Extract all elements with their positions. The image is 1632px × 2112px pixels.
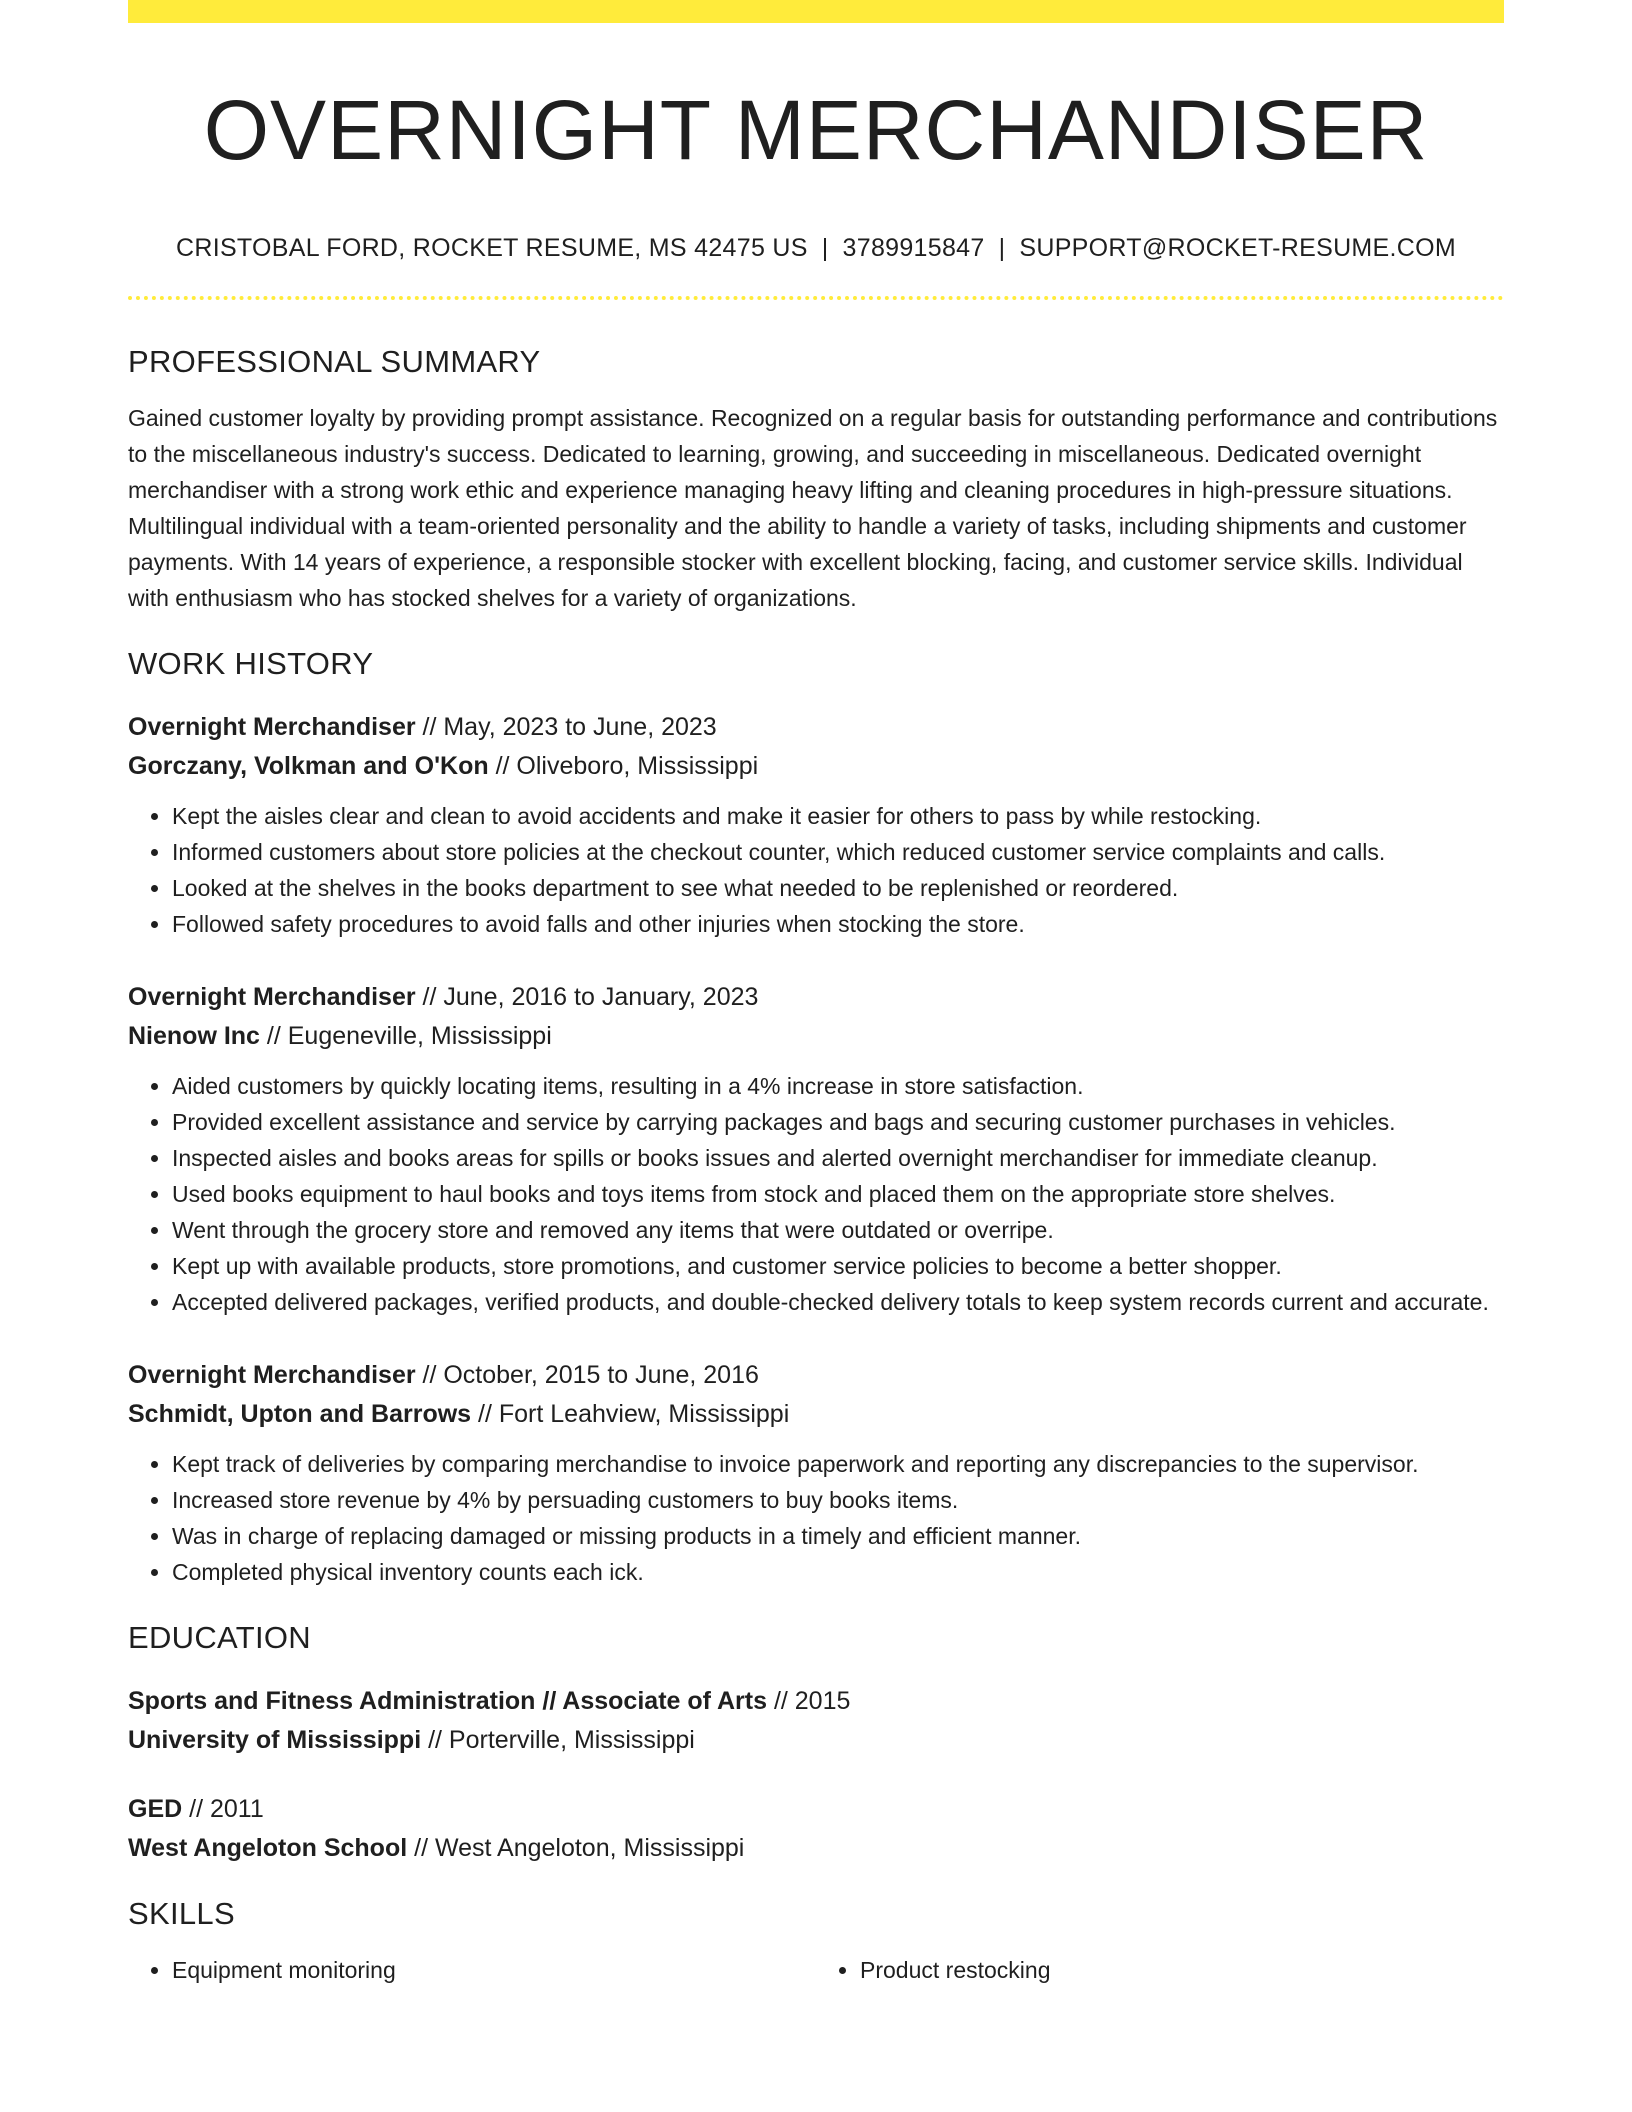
resume-page [128, 0, 1504, 1988]
job-role: Overnight Merchandiser [128, 713, 416, 741]
education-degree-line [128, 1790, 1504, 1829]
education-school-line [128, 1721, 1504, 1760]
education-entry [128, 1790, 1504, 1868]
job-bullets [128, 1446, 1504, 1590]
resume-name-title: OVERNIGHT MERCHANDISER [203, 83, 1429, 177]
job-company: Schmidt, Upton and Barrows [128, 1400, 472, 1428]
job-dates: // June, 2016 to January, 2023 [415, 983, 759, 1011]
job-company-line [128, 1017, 1504, 1056]
skill-item: • Product restocking [860, 1952, 1504, 1988]
job-entry [128, 978, 1504, 1320]
job-bullet: • Kept track of deliveries by comparing merchandise to invoice paperwork and reporting any discrepancies to the supervisor. [172, 1446, 1504, 1482]
job-company-line [128, 1395, 1504, 1434]
job-entry [128, 708, 1504, 942]
job-bullet: • Followed safety procedures to avoid falls and other injuries when stocking the store. [172, 906, 1504, 942]
job-title-line [128, 708, 1504, 747]
education-degree-line [128, 1682, 1504, 1721]
contact-address: CRISTOBAL FORD, ROCKET RESUME, MS 42475 US [175, 234, 808, 262]
job-company: Gorczany, Volkman and O'Kon [128, 752, 489, 780]
work-history-heading: WORK HISTORY [128, 646, 374, 681]
contact-email: SUPPORT@ROCKET-RESUME.COM [1019, 234, 1457, 262]
education-year: // 2015 [767, 1687, 851, 1715]
skills-list [128, 1952, 1504, 1988]
education-heading: EDUCATION [128, 1620, 311, 1655]
education-entry [128, 1682, 1504, 1760]
job-bullet: • Kept the aisles clear and clean to avoid accidents and make it easier for others to pass by while restocking. [172, 798, 1504, 834]
job-location: // Fort Leahview, Mississippi [471, 1400, 790, 1428]
job-bullet: • Aided customers by quickly locating items, resulting in a 4% increase in store satisfaction. [172, 1068, 1504, 1104]
education-location: // Porterville, Mississippi [421, 1726, 695, 1754]
education-degree: GED [128, 1795, 183, 1823]
job-company-line [128, 747, 1504, 786]
job-bullet: • Completed physical inventory counts each ick. [172, 1554, 1504, 1590]
dotted-divider [128, 296, 1504, 300]
job-role: Overnight Merchandiser [128, 983, 416, 1011]
job-bullets [128, 798, 1504, 942]
skills-column-right [816, 1952, 1504, 1988]
job-bullet: • Informed customers about store policies at the checkout counter, which reduced customer service complaints and calls. [172, 834, 1504, 870]
skills-column-left [128, 1952, 816, 1988]
job-dates: // October, 2015 to June, 2016 [415, 1361, 759, 1389]
job-bullet: • Inspected aisles and books areas for spills or books issues and alerted overnight merchandiser for immediate cleanup. [172, 1140, 1504, 1176]
contact-line [128, 232, 1504, 264]
contact-separator: | [998, 234, 1006, 262]
skills-heading: SKILLS [128, 1896, 235, 1931]
contact-separator: | [821, 234, 829, 262]
education-year: // 2011 [182, 1795, 264, 1823]
job-dates: // May, 2023 to June, 2023 [415, 713, 717, 741]
education-school: University of Mississippi [128, 1726, 422, 1754]
job-bullets [128, 1068, 1504, 1320]
job-bullet: • Kept up with available products, store promotions, and customer service policies to become a better shopper. [172, 1248, 1504, 1284]
education-school-line [128, 1829, 1504, 1868]
skill-item: • Equipment monitoring [172, 1952, 816, 1988]
job-bullet: • Increased store revenue by 4% by persuading customers to buy books items. [172, 1482, 1504, 1518]
job-bullet: • Was in charge of replacing damaged or missing products in a timely and efficient manner. [172, 1518, 1504, 1554]
job-role: Overnight Merchandiser [128, 1361, 416, 1389]
job-company: Nienow Inc [128, 1022, 260, 1050]
job-bullet: • Provided excellent assistance and service by carrying packages and bags and securing customer purchases in vehicles. [172, 1104, 1504, 1140]
job-location: // Oliveboro, Mississippi [488, 752, 759, 780]
job-bullet: • Used books equipment to haul books and toys items from stock and placed them on the appropriate store shelves. [172, 1176, 1504, 1212]
job-bullet: • Accepted delivered packages, verified products, and double-checked delivery totals to keep system records current and accurate. [172, 1284, 1504, 1320]
summary-text: Gained customer loyalty by providing prompt assistance. Recognized on a regular basis for outstanding performance and contributions to the miscellaneous industry's success. Dedicated to learning, growing, and succeeding in miscellaneous. Dedicated overnight merchandiser with a strong work ethic and experience managing heavy lifting and cleaning procedures in high-pressure situations. Multilingual individual with a team-oriented personality and the ability to handle a variety of tasks, including shipments and customer payments. With 14 years of experience, a responsible stocker with excellent blocking, facing, and customer service skills. Individual with enthusiasm who has stocked shelves for a variety of organizations. [128, 405, 1498, 611]
contact-phone: 3789915847 [842, 234, 985, 262]
education-degree: Sports and Fitness Administration // Associate of Arts [128, 1687, 767, 1715]
job-title-line [128, 1356, 1504, 1395]
education-location: // West Angeloton, Mississippi [407, 1834, 745, 1862]
summary-heading: PROFESSIONAL SUMMARY [128, 344, 541, 379]
education-school: West Angeloton School [128, 1834, 408, 1862]
job-title-line [128, 978, 1504, 1017]
job-bullet: • Looked at the shelves in the books department to see what needed to be replenished or reordered. [172, 870, 1504, 906]
job-entry [128, 1356, 1504, 1590]
job-bullet: • Went through the grocery store and removed any items that were outdated or overripe. [172, 1212, 1504, 1248]
job-location: // Eugeneville, Mississippi [259, 1022, 552, 1050]
